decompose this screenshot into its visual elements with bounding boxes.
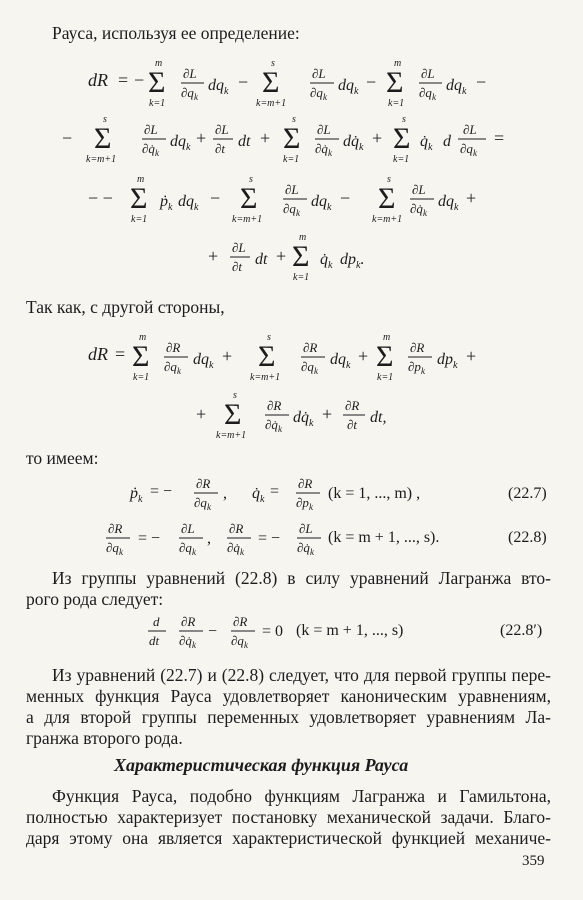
svg-text:Σ: Σ	[283, 122, 301, 155]
svg-text:q̇k: $q̇_k$	[320, 251, 333, 271]
svg-text:k=m+1: k=m+1	[86, 154, 117, 165]
svg-text:dR: dR	[88, 70, 108, 90]
svg-text:= −: = −	[150, 483, 173, 500]
svg-text:−: −	[238, 72, 249, 92]
svg-text:k=1: k=1	[133, 372, 150, 383]
svg-text:dqk: $dq_k$	[446, 77, 467, 97]
svg-text:∂qk: $\partial q_k$	[164, 359, 181, 376]
svg-text:k=1: k=1	[393, 154, 410, 165]
svg-text:∂qk: $\partial q_k$	[310, 85, 327, 102]
svg-text:∂qk: $\partial q_k$	[460, 141, 477, 158]
svg-text:s: s	[402, 114, 406, 125]
svg-text:Σ: Σ	[376, 340, 394, 373]
svg-text:dt: dt	[238, 133, 251, 150]
svg-text:Σ: Σ	[378, 182, 396, 215]
svg-text:m: m	[299, 232, 307, 243]
svg-text:ṗk: ṗ$_k$	[160, 193, 173, 213]
svg-text:dqk: $dq_k$	[170, 133, 191, 153]
svg-text:Σ: Σ	[292, 240, 310, 273]
svg-text:∂L: ∂L	[144, 122, 158, 137]
svg-text:dqk: $dq_k$	[338, 77, 359, 97]
svg-text:−: −	[210, 188, 221, 208]
svg-text:d: d	[443, 133, 451, 150]
svg-text:+: +	[372, 128, 383, 148]
svg-text:dqk: $dq_k$	[438, 193, 459, 213]
svg-text:k=m+1: k=m+1	[250, 372, 281, 383]
svg-text:s: s	[233, 390, 237, 401]
svg-text:Σ: Σ	[386, 66, 404, 99]
svg-text:s: s	[249, 174, 253, 185]
svg-text:∂L: ∂L	[285, 182, 299, 197]
svg-text:∂qk: $\partial q_k$	[301, 359, 318, 376]
svg-text:m: m	[383, 332, 391, 343]
svg-text:=: =	[115, 344, 126, 364]
svg-text:s: s	[271, 58, 275, 69]
intro-line: Рауса, используя ее определение:	[52, 23, 300, 43]
svg-text:Σ: Σ	[224, 398, 242, 431]
svg-text:∂qk: $\partial q_k$	[231, 633, 248, 650]
svg-text:dqk: $dq_k$	[178, 193, 199, 213]
svg-text:∂q̇k: $\partial q̇_k$	[179, 633, 196, 650]
svg-text:∂q̇k: $\partial q̇_k$	[265, 417, 282, 434]
svg-text:∂L: ∂L	[232, 240, 246, 255]
page-number: 359	[522, 853, 545, 869]
svg-text:∂R: ∂R	[229, 521, 244, 536]
svg-text:∂R: ∂R	[181, 614, 196, 629]
svg-text:dt: dt	[255, 251, 268, 268]
svg-text:∂L: ∂L	[215, 122, 229, 137]
svg-text:k=1: k=1	[388, 98, 405, 109]
svg-text:s: s	[292, 114, 296, 125]
svg-text:+: +	[466, 188, 477, 208]
svg-text:= 0: = 0	[262, 623, 284, 640]
svg-text:k=1: k=1	[377, 372, 394, 383]
svg-text:Σ: Σ	[262, 66, 280, 99]
para2-line-1: Из уравнений (22.7) и (22.8) следует, что для первой группы пере-	[52, 665, 551, 685]
svg-text:= −: = −	[138, 530, 161, 547]
svg-text:+: +	[208, 246, 219, 266]
svg-text:∂q̇k: $\partial q̇_k$	[227, 540, 244, 557]
equation-22-8-prime	[0, 612, 290, 654]
svg-text:q̇k: $q̇_k$	[252, 485, 265, 505]
svg-text:∂q̇k: $\partial q̇_k$	[297, 540, 314, 557]
svg-text:=: =	[270, 483, 280, 500]
eq-22-8-label: (22.8)	[508, 529, 547, 546]
svg-text:k=m+1: k=m+1	[232, 214, 263, 225]
svg-text:∂q̇k: $\partial q̇_k$	[142, 141, 159, 158]
svg-text:+: +	[358, 346, 369, 366]
svg-text:dqk: $dq_k$	[208, 77, 229, 97]
svg-text:+: +	[196, 128, 207, 148]
svg-text:∂L: ∂L	[183, 66, 197, 81]
svg-text:k=1: k=1	[149, 98, 166, 109]
svg-text:k=m+1: k=m+1	[256, 98, 287, 109]
svg-text:Σ: Σ	[132, 340, 150, 373]
dR-expansion-equation	[0, 48, 583, 288]
svg-text:s: s	[387, 174, 391, 185]
svg-text:∂q̇k: $\partial q̇_k$	[410, 201, 427, 218]
svg-text:∂L: ∂L	[181, 521, 195, 536]
svg-text:−: −	[366, 72, 377, 92]
svg-text:∂R: ∂R	[298, 476, 313, 491]
svg-text:k=1: k=1	[131, 214, 148, 225]
svg-text:− −: − −	[88, 188, 113, 208]
svg-text:Σ: Σ	[240, 182, 258, 215]
para2-line-3: а для второй группы переменных удовлетворяет уравнениям Ла-	[26, 707, 551, 727]
eq-22-8-prime-condition: (k = m + 1, ..., s)	[296, 622, 404, 639]
svg-text:∂t: ∂t	[215, 141, 226, 156]
svg-text:∂R: ∂R	[303, 340, 318, 355]
svg-text:k=m+1: k=m+1	[216, 430, 247, 441]
svg-text:∂t: ∂t	[347, 417, 358, 432]
para2-line-4: гранжа второго рода.	[26, 728, 183, 748]
para2-line-2: менных функция Рауса удовлетворяет каноническим уравнениям,	[26, 686, 551, 706]
svg-text:dt: dt	[149, 633, 160, 648]
svg-text:∂R: ∂R	[166, 340, 181, 355]
svg-text:,: ,	[207, 530, 211, 547]
eq-22-7-label: (22.7)	[508, 485, 547, 502]
svg-text:+: +	[466, 346, 477, 366]
svg-text:d: d	[153, 614, 160, 629]
para3-line-2: полностью характеризует постановку механической задачи. Благо-	[26, 807, 551, 827]
svg-text:dqk: $dq_k$	[193, 351, 214, 371]
svg-text:∂L: ∂L	[299, 521, 313, 536]
svg-text:+: +	[196, 404, 207, 424]
svg-text:=: =	[118, 70, 129, 90]
svg-text:+: +	[260, 128, 271, 148]
eq-22-8-prime-label: (22.8′)	[500, 622, 543, 639]
svg-text:=: =	[494, 128, 505, 148]
svg-text:∂R: ∂R	[233, 614, 248, 629]
svg-text:Σ: Σ	[94, 122, 112, 155]
svg-text:∂qk: $\partial q_k$	[419, 85, 436, 102]
svg-text:m: m	[155, 58, 163, 69]
svg-text:∂L: ∂L	[312, 66, 326, 81]
svg-text:∂L: ∂L	[412, 182, 426, 197]
svg-text:∂q̇k: $\partial q̇_k$	[315, 141, 332, 158]
svg-text:,: ,	[223, 485, 227, 502]
svg-text:∂R: ∂R	[267, 398, 282, 413]
eq-22-7-condition: (k = 1, ..., m) ,	[328, 485, 421, 502]
svg-text:dqk: $dq_k$	[330, 351, 351, 371]
svg-text:ṗk: ṗ$_k$	[130, 485, 143, 505]
svg-text:dqk: $dq_k$	[311, 193, 332, 213]
svg-text:−: −	[340, 188, 351, 208]
svg-text:∂L: ∂L	[317, 122, 331, 137]
svg-text:q̇k: $q̇_k$	[420, 133, 433, 153]
we-have-line: то имеем:	[26, 448, 99, 468]
para3-line-1: Функция Рауса, подобно функциям Лагранжа и Гамильтона,	[52, 786, 551, 806]
svg-text:Σ: Σ	[393, 122, 411, 155]
svg-text:m: m	[137, 174, 145, 185]
svg-text:dq̇k: $dq̇_k$	[343, 133, 364, 153]
svg-text:∂pk: $\partial p_k$	[408, 359, 425, 376]
svg-text:m: m	[394, 58, 402, 69]
svg-text:s: s	[103, 114, 107, 125]
svg-text:dpk.: $dp_k$.	[340, 251, 365, 271]
para1-line-1: Из группы уравнений (22.8) в силу уравнений Лагранжа вто-	[52, 568, 551, 588]
svg-text:Σ: Σ	[148, 66, 166, 99]
para1-line-2: рого рода следует:	[26, 589, 164, 609]
svg-text:∂R: ∂R	[108, 521, 123, 536]
svg-text:Σ: Σ	[130, 182, 148, 215]
svg-text:−: −	[208, 623, 218, 640]
svg-text:dt,: dt,	[370, 409, 387, 426]
para3-line-3: даря этому она является характеристической функцией механиче-	[26, 828, 551, 848]
svg-text:∂L: ∂L	[421, 66, 435, 81]
equation-22-8	[0, 519, 340, 559]
svg-text:∂t: ∂t	[232, 259, 243, 274]
svg-text:= −: = −	[258, 530, 281, 547]
svg-text:∂R: ∂R	[410, 340, 425, 355]
svg-text:m: m	[139, 332, 147, 343]
svg-text:∂qk: $\partial q_k$	[181, 85, 198, 102]
svg-text:k=m+1: k=m+1	[372, 214, 403, 225]
svg-text:∂qk: $\partial q_k$	[194, 495, 211, 512]
svg-text:Σ: Σ	[258, 340, 276, 373]
svg-text:∂R: ∂R	[196, 476, 211, 491]
eq-22-8-condition: (k = m + 1, ..., s).	[328, 529, 440, 546]
svg-text:+: +	[276, 246, 287, 266]
svg-text:−: −	[62, 128, 73, 148]
svg-text:dq̇k: $dq̇_k$	[293, 409, 314, 429]
svg-text:∂pk: $\partial p_k$	[296, 495, 313, 512]
svg-text:+: +	[222, 346, 233, 366]
svg-text:∂qk: $\partial q_k$	[283, 201, 300, 218]
svg-text:k=1: k=1	[283, 154, 300, 165]
svg-text:dpk: $dp_k$	[437, 351, 458, 371]
svg-text:∂qk: $\partial q_k$	[106, 540, 123, 557]
svg-text:k=1: k=1	[293, 272, 310, 283]
dR-differential-equation	[0, 322, 583, 450]
svg-text:−: −	[134, 70, 145, 90]
svg-text:∂qk: $\partial q_k$	[179, 540, 196, 557]
svg-text:−: −	[476, 72, 487, 92]
svg-text:dR: dR	[88, 344, 108, 364]
section-title: Характеристическая функция Рауса	[114, 755, 409, 775]
svg-text:s: s	[267, 332, 271, 343]
svg-text:∂R: ∂R	[345, 398, 360, 413]
svg-text:∂L: ∂L	[463, 122, 477, 137]
other-side-line: Так как, с другой стороны,	[26, 297, 225, 317]
svg-text:+: +	[322, 404, 333, 424]
